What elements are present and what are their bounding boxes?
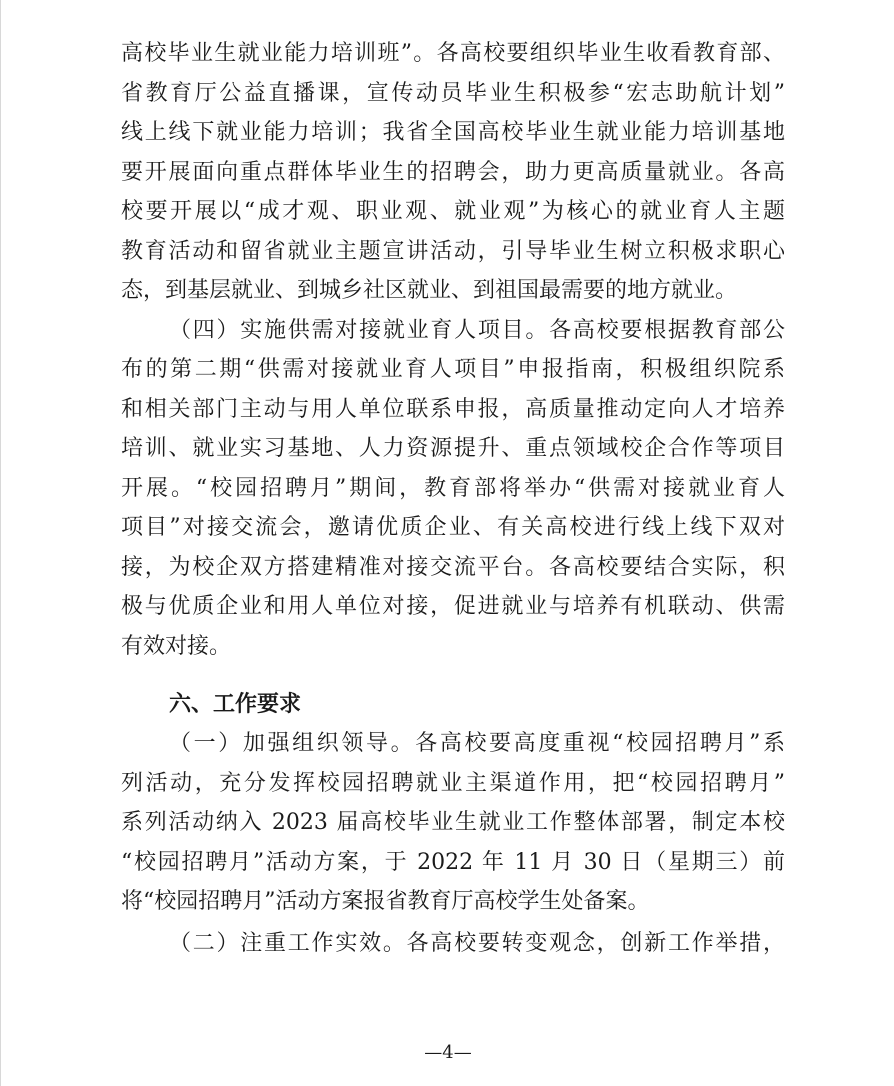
text-line: 省教育厅公益直播课，宣传动员毕业生积极参“宏志助航计划” (121, 80, 785, 106)
text-line: 线上线下就业能力培训；我省全国高校毕业生就业能力培训基地 (121, 120, 785, 145)
body-text-block (121, 34, 785, 666)
text-line: （二）注重工作实效。各高校要转变观念，创新工作举措， (169, 931, 785, 956)
text-line: 高校毕业生就业能力培训班”。各高校要组织毕业生收看教育部、 (121, 41, 785, 66)
text-line: 接，为校企双方搭建精准对接交流平台。各高校要结合实际，积 (121, 554, 785, 580)
text-line: 培训、就业实习基地、人力资源提升、重点领域校企合作等项目 (121, 436, 785, 461)
text-line: 和相关部门主动与用人单位联系申报，高质量推动定向人才培养 (121, 396, 785, 422)
body-text-block (121, 724, 785, 922)
page-number: —4— (424, 1042, 472, 1063)
text-line: （四）实施供需对接就业育人项目。各高校要根据教育部公 (169, 317, 785, 343)
text-line: 极与优质企业和用人单位对接，促进就业与培养有机联动、供需 (121, 594, 785, 619)
text-line: 校要开展以“成才观、职业观、就业观”为核心的就业育人主题 (121, 199, 785, 224)
body-text-block (121, 924, 785, 964)
text-line: 开展。“校园招聘月”期间，教育部将举办“供需对接就业育人 (121, 475, 785, 501)
text-line: 教育活动和留省就业主题宣讲活动，引导毕业生树立积极求职心 (121, 238, 785, 264)
text-line: 布的第二期“供需对接就业育人项目”申报指南，积极组织院系 (121, 357, 785, 382)
text-line: 态，到基层就业、到城乡社区就业、到祖国最需要的地方就业。 (121, 278, 738, 303)
text-line: “校园招聘月”活动方案，于 2022 年 11 月 30 日（星期三）前 (121, 849, 785, 875)
text-line: 项目”对接交流会，邀请优质企业、有关高校进行线上线下双对 (121, 515, 785, 540)
text-line: 要开展面向重点群体毕业生的招聘会，助力更高质量就业。各高 (121, 159, 785, 185)
text-line: （一）加强组织领导。各高校要高度重视“校园招聘月”系 (169, 731, 785, 756)
text-line: 列活动，充分发挥校园招聘就业主渠道作用，把“校园招聘月” (121, 770, 785, 796)
text-line: 将“校园招聘月”活动方案报省教育厅高校学生处备案。 (121, 889, 650, 914)
text-line: 系列活动纳入 2023 届高校毕业生就业工作整体部署，制定本校 (121, 810, 785, 835)
text-line: 有效对接。 (121, 633, 232, 659)
section-heading: 六、工作要求 (169, 692, 302, 717)
